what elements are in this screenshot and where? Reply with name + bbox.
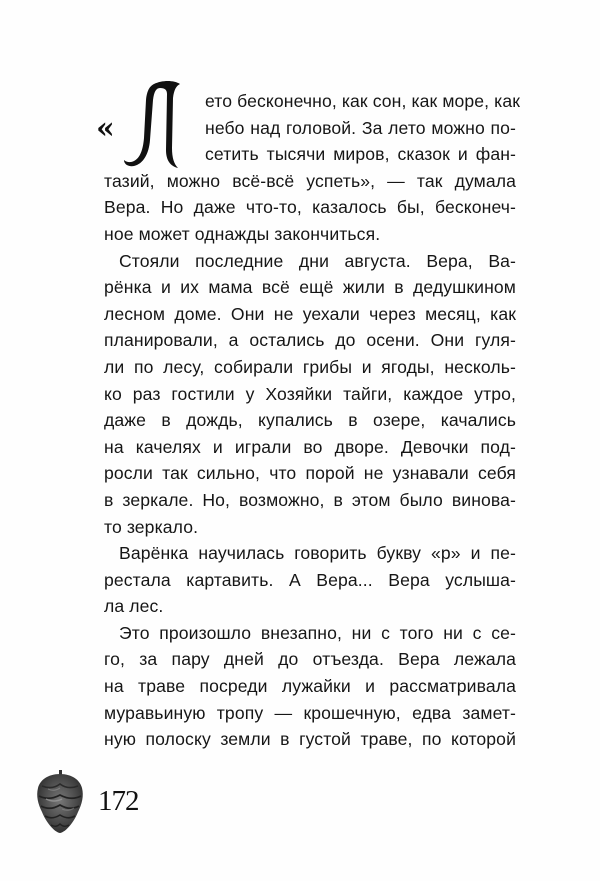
- text-line: ное может однажды закончиться.: [104, 223, 381, 244]
- text-line: в зеркале. Но, возможно, в этом было винова-: [104, 489, 516, 510]
- drop-cap-letter-el-icon: [110, 78, 190, 170]
- text-line: на траве посреди лужайки и рассматривала: [104, 676, 516, 697]
- drop-cap: [96, 74, 196, 174]
- text-line: сетить тысячи миров, сказок и фан-: [205, 144, 516, 165]
- text-line: лесном доме. Они не уехали через месяц, как: [104, 303, 516, 324]
- text-line: на качелях и играли во дворе. Девочки под-: [104, 436, 516, 457]
- text-line: то зеркало.: [104, 516, 199, 537]
- text-line: го, за пару дней до отъезда. Вера лежала: [104, 649, 516, 670]
- text-line: Это произошло внезапно, ни с того ни с се-: [119, 622, 516, 643]
- text-line: Вера. Но даже что-то, казалось бы, бесконеч-: [104, 197, 516, 218]
- page-footer: [30, 770, 190, 840]
- text-line: росли так сильно, что порой не узнавали себя: [104, 463, 516, 484]
- text-line: ную полоску земли в густой траве, по которой: [104, 729, 516, 750]
- text-line: ко раз гостили у Хозяйки тайги, каждое утро,: [104, 383, 516, 404]
- text-line: муравьиную тропу — крошечную, едва замет-: [104, 702, 516, 723]
- body-text: [96, 88, 521, 753]
- text-line: ла лес.: [104, 596, 164, 617]
- paragraph-2: [104, 248, 516, 541]
- text-line: планировали, а остались до осени. Они гуля-: [104, 330, 516, 351]
- text-line: тазий, можно всё-всё успеть», — так думала: [104, 170, 516, 191]
- page-number: 172: [98, 785, 139, 817]
- text-line: даже в дождь, купались в озере, качались: [104, 410, 516, 431]
- text-line: Варёнка научилась говорить букву «р» и пе-: [119, 543, 516, 564]
- paragraph-3: [104, 540, 516, 620]
- text-line: небо над головой. За лето можно по-: [205, 117, 516, 138]
- pinecone-icon: [34, 770, 86, 834]
- text-line: ли по лесу, собирали грибы и ягоды, несколь-: [104, 356, 516, 377]
- text-line: рестала картавить. А Вера... Вера услыша-: [104, 569, 516, 590]
- text-line: Стояли последние дни августа. Вера, Ва-: [119, 250, 516, 271]
- opening-quote: «: [96, 111, 115, 146]
- text-line: рёнка и их мама всё ещё жили в дедушкином: [104, 277, 516, 298]
- paragraph-4: [104, 620, 516, 753]
- text-line: ето бесконечно, как сон, как море, как: [205, 91, 521, 111]
